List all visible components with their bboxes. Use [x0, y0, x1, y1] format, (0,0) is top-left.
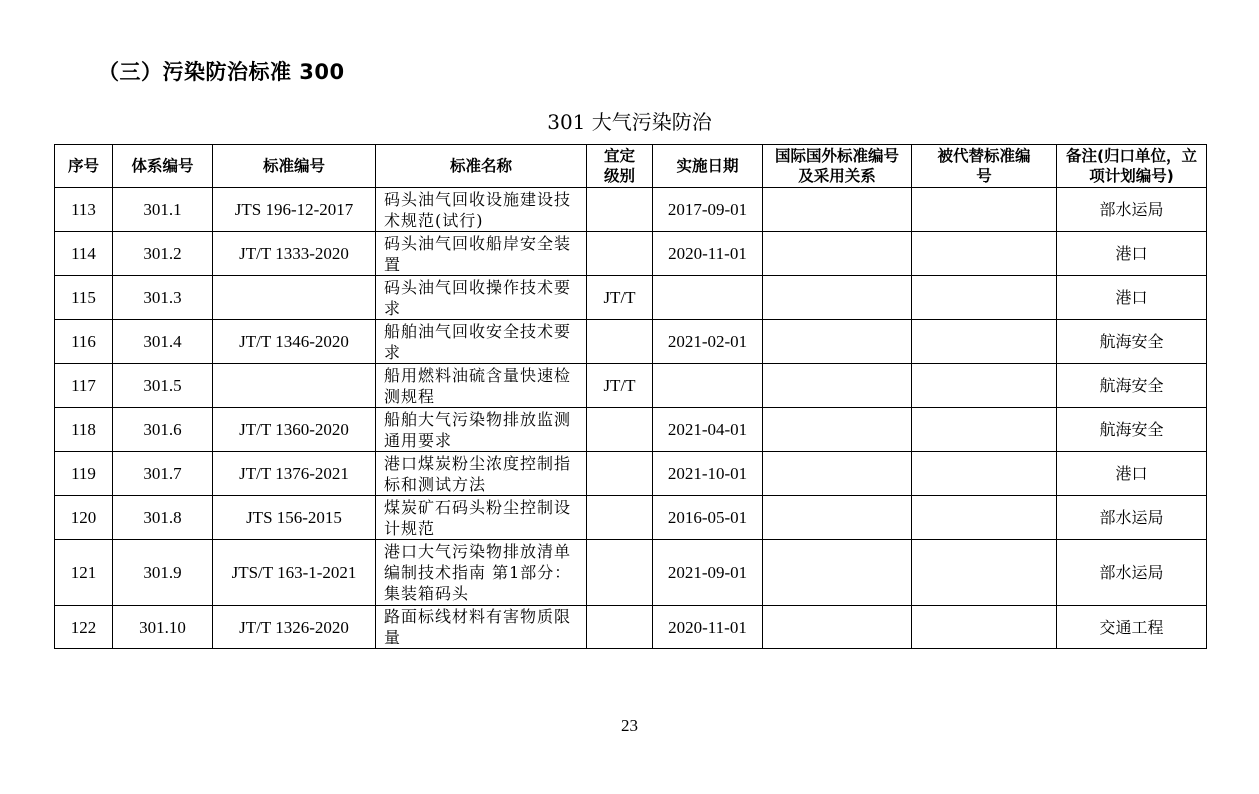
cell-note: 港口: [1057, 452, 1207, 496]
header-cell: 序号: [55, 145, 113, 188]
cell-system-code: 301.8: [113, 496, 213, 540]
cell-standard-code: JT/T 1346-2020: [213, 320, 376, 364]
cell-system-code: 301.2: [113, 232, 213, 276]
cell-level: [587, 496, 653, 540]
cell-intl: [763, 606, 912, 649]
cell-seq: 122: [55, 606, 113, 649]
cell-seq: 119: [55, 452, 113, 496]
cell-seq: 120: [55, 496, 113, 540]
cell-standard-code: JTS 156-2015: [213, 496, 376, 540]
cell-date: 2021-04-01: [653, 408, 763, 452]
cell-level: [587, 232, 653, 276]
cell-intl: [763, 540, 912, 606]
table-row: [55, 320, 1207, 364]
cell-standard-code: [213, 364, 376, 408]
cell-level: [587, 606, 653, 649]
cell-standard-name: 船舶油气回收安全技术要求: [376, 320, 587, 364]
cell-standard-name: 船舶大气污染物排放监测通用要求: [376, 408, 587, 452]
table-row: [55, 364, 1207, 408]
cell-date: 2021-10-01: [653, 452, 763, 496]
cell-note: 部水运局: [1057, 540, 1207, 606]
header-cell: 实施日期: [653, 145, 763, 188]
cell-intl: [763, 496, 912, 540]
cell-replaced: [912, 320, 1057, 364]
cell-intl: [763, 408, 912, 452]
cell-date: 2020-11-01: [653, 606, 763, 649]
table-row: [55, 232, 1207, 276]
standards-table: [54, 144, 1207, 649]
cell-standard-code: JT/T 1376-2021: [213, 452, 376, 496]
cell-replaced: [912, 232, 1057, 276]
table-row: [55, 540, 1207, 606]
cell-system-code: 301.7: [113, 452, 213, 496]
cell-system-code: 301.3: [113, 276, 213, 320]
cell-note: 交通工程: [1057, 606, 1207, 649]
cell-intl: [763, 188, 912, 232]
cell-note: 港口: [1057, 276, 1207, 320]
cell-standard-name: 码头油气回收设施建设技术规范(试行): [376, 188, 587, 232]
cell-date: 2017-09-01: [653, 188, 763, 232]
cell-standard-code: JT/T 1360-2020: [213, 408, 376, 452]
header-cell: 国际国外标准编号及采用关系: [763, 145, 912, 188]
cell-system-code: 301.4: [113, 320, 213, 364]
cell-system-code: 301.5: [113, 364, 213, 408]
cell-standard-code: JTS 196-12-2017: [213, 188, 376, 232]
cell-seq: 121: [55, 540, 113, 606]
cell-replaced: [912, 452, 1057, 496]
cell-seq: 118: [55, 408, 113, 452]
cell-standard-name: 港口煤炭粉尘浓度控制指标和测试方法: [376, 452, 587, 496]
cell-note: 部水运局: [1057, 188, 1207, 232]
cell-intl: [763, 452, 912, 496]
header-cell: 标准编号: [213, 145, 376, 188]
cell-standard-code: [213, 276, 376, 320]
section-title: （三）污染防治标准 300: [98, 60, 345, 84]
cell-date: 2021-09-01: [653, 540, 763, 606]
table-row: [55, 496, 1207, 540]
cell-level: [587, 452, 653, 496]
cell-replaced: [912, 496, 1057, 540]
table-row: [55, 452, 1207, 496]
cell-seq: 115: [55, 276, 113, 320]
cell-intl: [763, 320, 912, 364]
header-cell: 被代替标准编号: [912, 145, 1057, 188]
cell-standard-code: JT/T 1326-2020: [213, 606, 376, 649]
table-row: [55, 408, 1207, 452]
cell-standard-name: 码头油气回收船岸安全装置: [376, 232, 587, 276]
cell-standard-name: 船用燃料油硫含量快速检测规程: [376, 364, 587, 408]
cell-replaced: [912, 540, 1057, 606]
cell-intl: [763, 276, 912, 320]
cell-system-code: 301.6: [113, 408, 213, 452]
cell-standard-name: 煤炭矿石码头粉尘控制设计规范: [376, 496, 587, 540]
table-row: [55, 188, 1207, 232]
cell-seq: 116: [55, 320, 113, 364]
cell-seq: 117: [55, 364, 113, 408]
cell-date: 2020-11-01: [653, 232, 763, 276]
cell-system-code: 301.10: [113, 606, 213, 649]
cell-note: 港口: [1057, 232, 1207, 276]
cell-standard-name: 码头油气回收操作技术要求: [376, 276, 587, 320]
header-cell: 标准名称: [376, 145, 587, 188]
header-cell: 宜定级别: [587, 145, 653, 188]
cell-date: 2016-05-01: [653, 496, 763, 540]
sub-title: 301 大气污染防治: [547, 110, 712, 134]
cell-date: [653, 364, 763, 408]
cell-note: 航海安全: [1057, 408, 1207, 452]
cell-replaced: [912, 188, 1057, 232]
header-cell: 体系编号: [113, 145, 213, 188]
cell-system-code: 301.1: [113, 188, 213, 232]
table-row: [55, 606, 1207, 649]
cell-replaced: [912, 408, 1057, 452]
cell-level: [587, 408, 653, 452]
cell-note: 航海安全: [1057, 364, 1207, 408]
cell-standard-name: 港口大气污染物排放清单编制技术指南 第1部分：集装箱码头: [376, 540, 587, 606]
cell-standard-code: JTS/T 163-1-2021: [213, 540, 376, 606]
cell-level: [587, 188, 653, 232]
cell-standard-name: 路面标线材料有害物质限量: [376, 606, 587, 649]
cell-standard-code: JT/T 1333-2020: [213, 232, 376, 276]
cell-replaced: [912, 364, 1057, 408]
header-cell: 备注(归口单位，立项计划编号): [1057, 145, 1207, 188]
cell-date: [653, 276, 763, 320]
cell-level: [587, 320, 653, 364]
cell-replaced: [912, 606, 1057, 649]
cell-note: 部水运局: [1057, 496, 1207, 540]
table-row: [55, 276, 1207, 320]
cell-seq: 113: [55, 188, 113, 232]
cell-date: 2021-02-01: [653, 320, 763, 364]
table-header-row: [55, 145, 1207, 188]
cell-level: [587, 540, 653, 606]
page-number: 23: [621, 716, 638, 735]
cell-replaced: [912, 276, 1057, 320]
cell-intl: [763, 364, 912, 408]
cell-note: 航海安全: [1057, 320, 1207, 364]
cell-level: JT/T: [587, 364, 653, 408]
cell-seq: 114: [55, 232, 113, 276]
cell-level: JT/T: [587, 276, 653, 320]
cell-system-code: 301.9: [113, 540, 213, 606]
cell-intl: [763, 232, 912, 276]
